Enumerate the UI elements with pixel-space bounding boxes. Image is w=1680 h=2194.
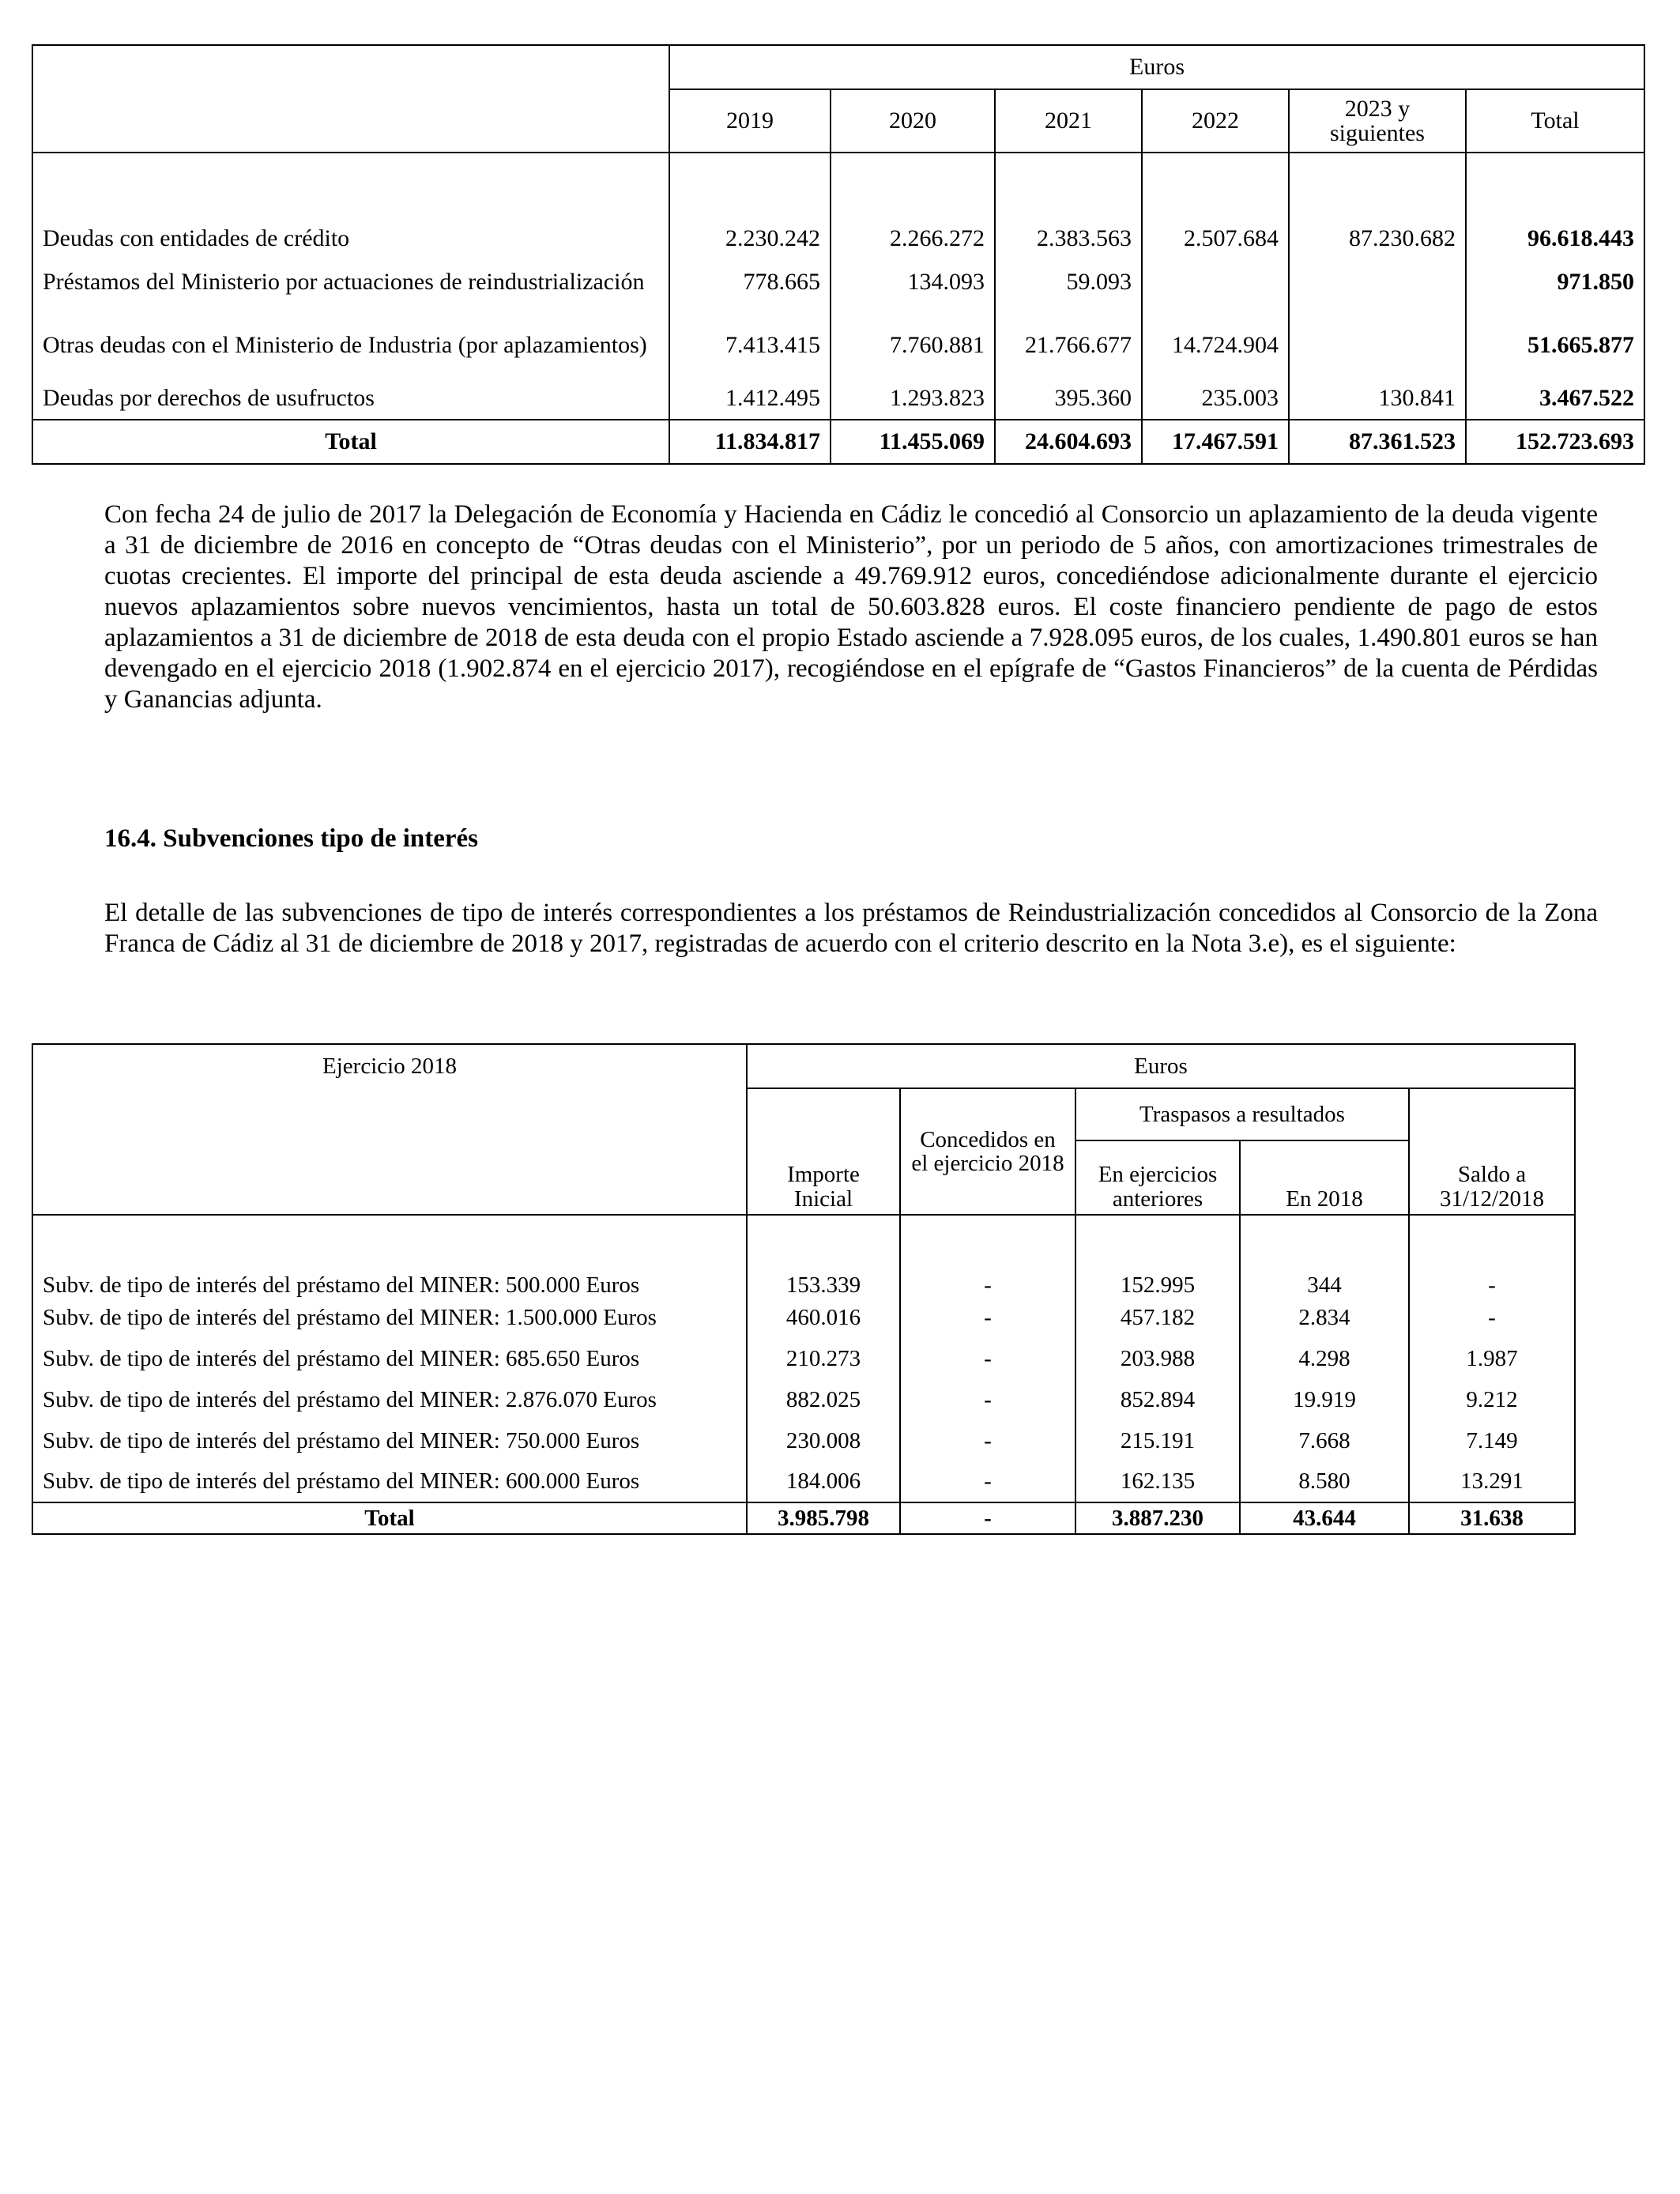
table1-year-total: Total	[1466, 89, 1644, 153]
table1-row-label: Préstamos del Ministerio por actuaciones de reindustrialización	[32, 251, 669, 314]
table2-cell: 9.212	[1409, 1379, 1575, 1420]
table1-year-2020: 2020	[831, 89, 995, 153]
table2-cell: -	[900, 1215, 1075, 1297]
table1-year-2022: 2022	[1142, 89, 1289, 153]
table2-cell: -	[1409, 1297, 1575, 1338]
table1-total-cell: 11.455.069	[831, 420, 995, 464]
table1-total-cell: 87.361.523	[1289, 420, 1466, 464]
table2-cell: -	[1409, 1215, 1575, 1297]
table1-euros-header: Euros	[669, 45, 1644, 89]
table2-cell: -	[900, 1420, 1075, 1461]
table2-cell: 203.988	[1075, 1338, 1240, 1379]
table2-cell: 8.580	[1240, 1461, 1409, 1502]
table2-cell: 152.995	[1075, 1215, 1240, 1297]
table2-row-label: Subv. de tipo de interés del préstamo del MINER: 500.000 Euros	[32, 1215, 747, 1297]
table2-cell: 1.987	[1409, 1338, 1575, 1379]
table1-cell-total: 96.618.443	[1466, 153, 1644, 251]
table2-total-cell: 43.644	[1240, 1502, 1409, 1534]
table2-cell: 162.135	[1075, 1461, 1240, 1502]
table2-cell: 4.298	[1240, 1338, 1409, 1379]
table1-row-label: Otras deudas con el Ministerio de Industria (por aplazamientos)	[32, 314, 669, 377]
table1-row-label: Deudas con entidades de crédito	[32, 153, 669, 251]
table2-row-label: Subv. de tipo de interés del préstamo del MINER: 685.650 Euros	[32, 1338, 747, 1379]
table2-cell: 184.006	[747, 1461, 900, 1502]
table1-cell: 395.360	[995, 377, 1142, 420]
table1-cell: 14.724.904	[1142, 314, 1289, 377]
table1-cell-total: 51.665.877	[1466, 314, 1644, 377]
table2-col-importe: Importe Inicial	[747, 1088, 900, 1215]
table2-cell: 153.339	[747, 1215, 900, 1297]
table2-cell: -	[900, 1297, 1075, 1338]
table1-year-2023: 2023 y siguientes	[1289, 89, 1466, 153]
table1-cell: 134.093	[831, 251, 995, 314]
table2-cell: 457.182	[1075, 1297, 1240, 1338]
table2-total-cell: -	[900, 1502, 1075, 1534]
table2-cell: 13.291	[1409, 1461, 1575, 1502]
section-heading: 16.4. Subvenciones tipo de interés	[104, 824, 479, 853]
table1-cell: 7.413.415	[669, 314, 831, 377]
table2-cell: 882.025	[747, 1379, 900, 1420]
table1-cell: 2.507.684	[1142, 153, 1289, 251]
table2-row-label: Subv. de tipo de interés del préstamo del MINER: 1.500.000 Euros	[32, 1297, 747, 1338]
paragraph-subvenciones: El detalle de las subvenciones de tipo de interés correspondientes a los préstamos de Reindustrialización concedidos al Consorcio de la Zona Franca de Cádiz al 31 de diciembre de 2018 y 2017, registradas de acuerdo con el criterio descrito en la Nota 3.e), es el siguiente:	[104, 899, 1598, 958]
table2-row-label: Subv. de tipo de interés del préstamo del MINER: 600.000 Euros	[32, 1461, 747, 1502]
table1-cell: 2.383.563	[995, 153, 1142, 251]
table2-cell: 344	[1240, 1215, 1409, 1297]
table1-cell: 21.766.677	[995, 314, 1142, 377]
table2-col-anteriores: En ejercicios anteriores	[1075, 1140, 1240, 1215]
table1-total-cell: 17.467.591	[1142, 420, 1289, 464]
table1-cell: 2.230.242	[669, 153, 831, 251]
table2-cell: 19.919	[1240, 1379, 1409, 1420]
table1-total-cell: 11.834.817	[669, 420, 831, 464]
table1-cell: 59.093	[995, 251, 1142, 314]
table1-cell: 87.230.682	[1289, 153, 1466, 251]
table2-col-saldo: Saldo a 31/12/2018	[1409, 1088, 1575, 1215]
table2-cell: 230.008	[747, 1420, 900, 1461]
table2-euros-header: Euros	[747, 1044, 1575, 1088]
table2-ejercicio: Ejercicio 2018	[32, 1044, 747, 1215]
debt-maturity-table	[32, 44, 1645, 465]
table1-total-label: Total	[32, 420, 669, 464]
table1-year-2019: 2019	[669, 89, 831, 153]
table2-cell: -	[900, 1379, 1075, 1420]
table2-col-traspasos: Traspasos a resultados	[1075, 1088, 1409, 1140]
table1-cell: 778.665	[669, 251, 831, 314]
table2-col-concedidos: Concedidos en el ejercicio 2018	[900, 1088, 1075, 1215]
table1-total-cell: 24.604.693	[995, 420, 1142, 464]
table1-cell: 1.293.823	[831, 377, 995, 420]
table2-cell: 7.149	[1409, 1420, 1575, 1461]
table1-cell	[1142, 251, 1289, 314]
table2-cell: 852.894	[1075, 1379, 1240, 1420]
table2-total-cell: 31.638	[1409, 1502, 1575, 1534]
subsidies-table	[32, 1043, 1576, 1535]
table2-row-label: Subv. de tipo de interés del préstamo del MINER: 750.000 Euros	[32, 1420, 747, 1461]
table2-cell: -	[900, 1461, 1075, 1502]
table2-total-cell: 3.985.798	[747, 1502, 900, 1534]
table2-row-label: Subv. de tipo de interés del préstamo del MINER: 2.876.070 Euros	[32, 1379, 747, 1420]
table2-cell: 215.191	[1075, 1420, 1240, 1461]
table1-total-cell: 152.723.693	[1466, 420, 1644, 464]
table2-cell: 7.668	[1240, 1420, 1409, 1461]
table1-cell: 130.841	[1289, 377, 1466, 420]
table1-year-2021: 2021	[995, 89, 1142, 153]
table2-cell: 2.834	[1240, 1297, 1409, 1338]
table2-total-label: Total	[32, 1502, 747, 1534]
table1-cell: 7.760.881	[831, 314, 995, 377]
table1-corner	[32, 45, 669, 153]
table2-total-cell: 3.887.230	[1075, 1502, 1240, 1534]
table1-cell-total: 971.850	[1466, 251, 1644, 314]
paragraph-aplazamiento: Con fecha 24 de julio de 2017 la Delegación de Economía y Hacienda en Cádiz le concedió al Consorcio un aplazamiento de la deuda vigente a 31 de diciembre de 2016 en concepto de “Otras deudas con el Ministerio”, por un periodo de 5 años, con amortizaciones trimestrales de cuotas crecientes. El importe del principal de esta deuda asciende a 49.769.912 euros, concediéndose adicionalmente durante el ejercicio nuevos aplazamientos sobre nuevos vencimientos, hasta un total de 50.603.828 euros. El coste financiero pendiente de pago de estos aplazamientos a 31 de diciembre de 2018 de esta deuda con el propio Estado asciende a 7.928.095 euros, de los cuales, 1.490.801 euros se han devengado en el ejercicio 2018 (1.902.874 en el ejercicio 2017), recogiéndose en el epígrafe de “Gastos Financieros” de la cuenta de Pérdidas y Ganancias adjunta.	[104, 500, 1598, 714]
table1-cell	[1289, 314, 1466, 377]
table1-row-label: Deudas por derechos de usufructos	[32, 377, 669, 420]
table2-cell: 210.273	[747, 1338, 900, 1379]
table1-cell: 235.003	[1142, 377, 1289, 420]
table2-cell: -	[900, 1338, 1075, 1379]
table2-col-en2018: En 2018	[1240, 1140, 1409, 1215]
table2-cell: 460.016	[747, 1297, 900, 1338]
table1-cell-total: 3.467.522	[1466, 377, 1644, 420]
table1-cell: 2.266.272	[831, 153, 995, 251]
table1-cell: 1.412.495	[669, 377, 831, 420]
table1-cell	[1289, 251, 1466, 314]
